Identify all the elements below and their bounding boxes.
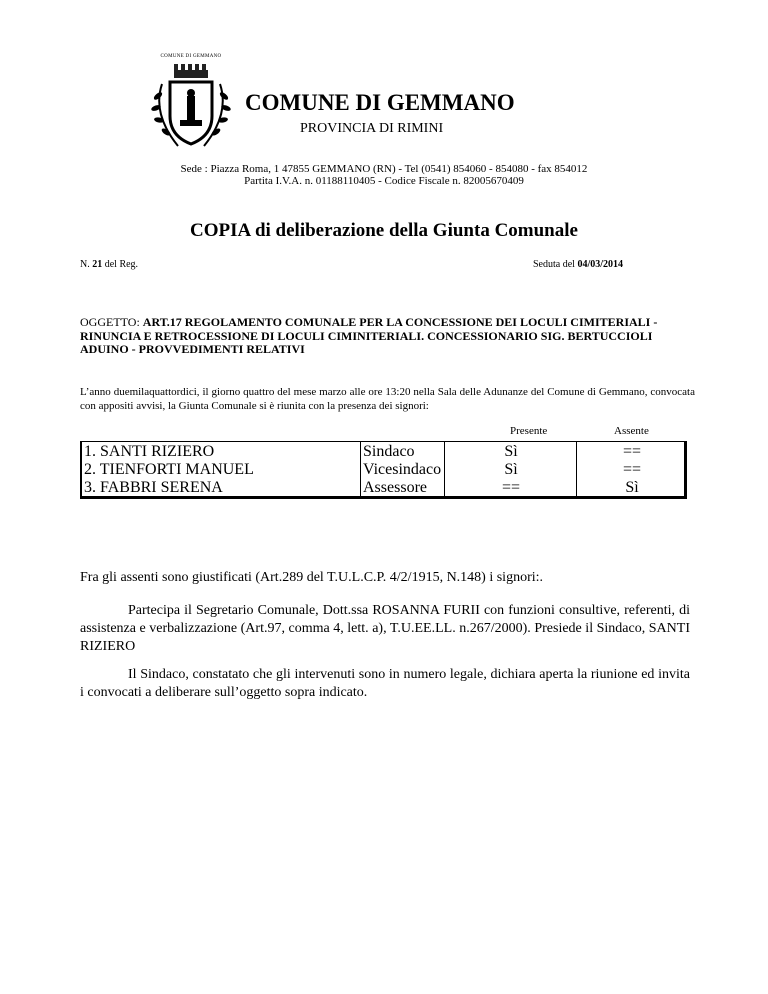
seduta-label: Seduta del [533, 259, 575, 270]
crest-label: COMUNE DI GEMMANO [160, 54, 222, 59]
member-name: 1. SANTI RIZIERO [84, 443, 215, 460]
member-name: 3. FABBRI SERENA [84, 479, 223, 496]
member-role: Vicesindaco [363, 461, 442, 478]
table-row [82, 461, 684, 479]
member-presente: == [501, 479, 521, 496]
partecipa-paragraph [80, 602, 690, 656]
piva-codice-fiscale: Partita I.V.A. n. 01188110405 - Codice Fiscale n. 82005670409 [244, 175, 524, 187]
header-presente: Presente [510, 425, 548, 437]
sede-address: Sede : Piazza Roma, 1 47855 GEMMANO (RN) - Tel (0541) 854060 - 854080 - fax 854012 [180, 163, 588, 175]
member-assente: == [622, 443, 642, 460]
member-presente: Sì [504, 443, 518, 460]
numero-suffix: del Reg. [104, 259, 139, 270]
numero-prefix: N. [80, 259, 90, 270]
sindaco-text: Il Sindaco, constatato che gli intervenuti sono in numero legale, dichiara aperta la riunione ed invita i convocati a deliberare sull’oggetto sopra indicato. [80, 667, 690, 700]
table-row [82, 443, 684, 461]
partecipa-text: Partecipa il Segretario Comunale, Dott.ssa ROSANNA FURII con funzioni consultive, referenti, di assistenza e verbalizzazione (Art.97, comma 4, lett. a), T.U.EE.LL. n.267/2000). Presiede il Sindaco, SANTI RIZIERO [80, 603, 690, 654]
numero-value: 21 [92, 259, 103, 270]
sindaco-paragraph [80, 666, 690, 702]
provincia: PROVINCIA DI RIMINI [300, 121, 444, 136]
oggetto-section [80, 316, 700, 357]
crest-emblem-icon [140, 44, 242, 154]
municipal-crest [140, 44, 242, 154]
member-presente: Sì [504, 461, 518, 478]
member-role: Sindaco [363, 443, 415, 460]
member-role: Assessore [363, 479, 427, 496]
member-name: 2. TIENFORTI MANUEL [84, 461, 254, 478]
comune-name: COMUNE DI GEMMANO [245, 90, 515, 115]
header-assente: Assente [614, 425, 649, 437]
intro-paragraph: L’anno duemilaquattordici, il giorno quattro del mese marzo alle ore 13:20 nella Sala delle Adunanze del Comune di Gemmano, convocata con appositi avvisi, la Giunta Comunale si è riunita con la presenza dei signori: [80, 386, 695, 412]
table-row [82, 479, 684, 497]
seduta-date [533, 259, 623, 270]
delibera-number [80, 259, 138, 270]
attendance-table [80, 441, 687, 499]
document-title: COPIA di deliberazione della Giunta Comunale [190, 220, 578, 241]
oggetto-text: ART.17 REGOLAMENTO COMUNALE PER LA CONCESSIONE DEI LOCULI CIMITERIALI - RINUNCIA E RETROCESSIONE DI LOCULI CIMINITERIALI. CONCESSIONARIO SIG. BERTUCCIOLI ADUINO - PROVVEDIMENTI RELATIVI [80, 315, 658, 356]
giustificati-paragraph: Fra gli assenti sono giustificati (Art.289 del T.U.L.C.P. 4/2/1915, N.148) i signori:. [80, 570, 544, 585]
seduta-value: 04/03/2014 [577, 259, 623, 270]
member-assente: Sì [625, 479, 639, 496]
oggetto-label: OGGETTO: [80, 315, 140, 329]
member-assente: == [622, 461, 642, 478]
